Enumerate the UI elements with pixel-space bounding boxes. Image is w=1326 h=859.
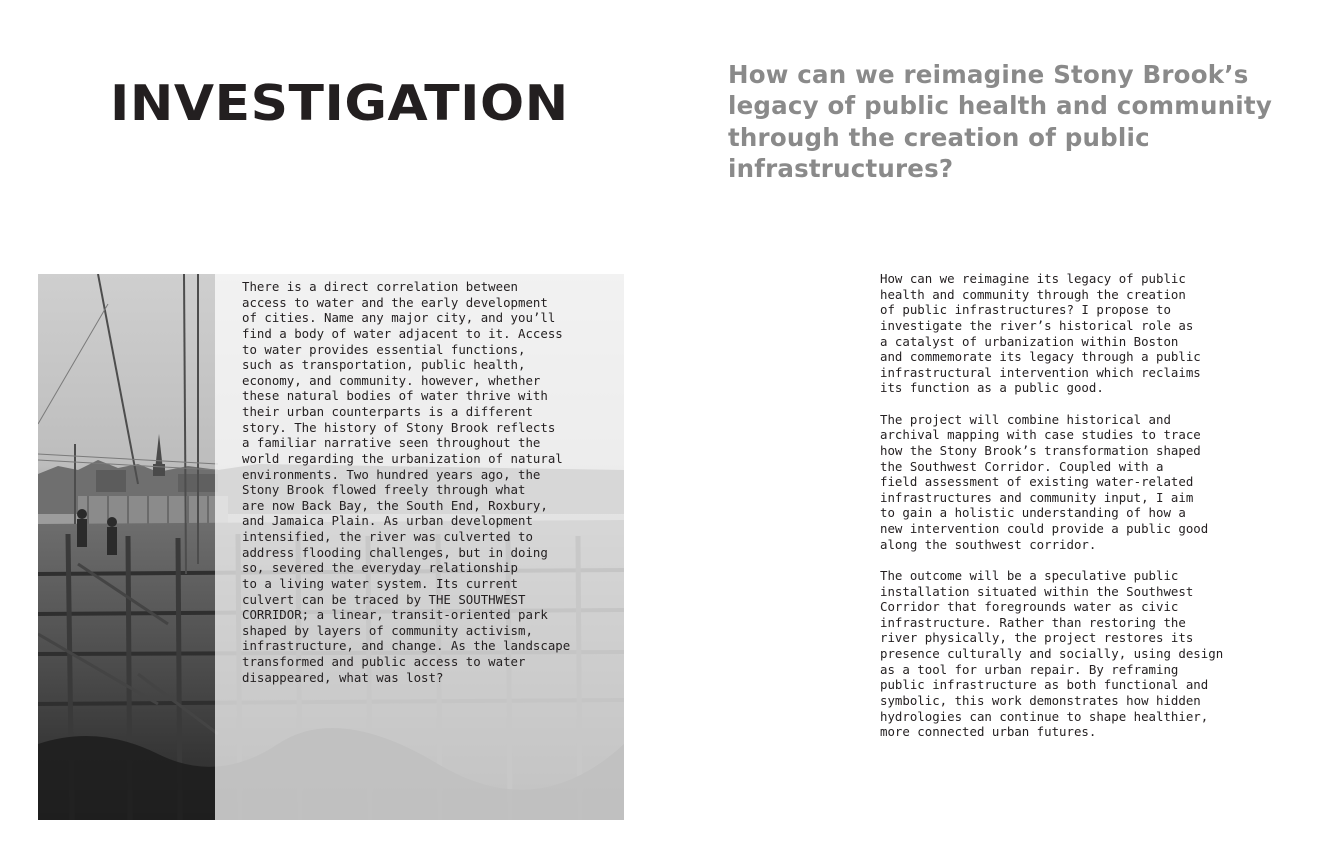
research-question: How can we reimagine Stony Brook’s legacy of public health and community through the creation of public infrastructures? bbox=[728, 60, 1272, 184]
proposal-paragraph: How can we reimagine its legacy of public health and community through the creation of public infrastructures? I propose to investigate the river’s historical role as a catalyst of urbanization within Boston and commemorate its legacy through a public infrastructural intervention which reclaims its function as a public good. bbox=[880, 271, 1201, 396]
outcome-paragraph: The outcome will be a speculative public installation situated within the Southwest Corridor that foregrounds water as civic infrastructure. Rather than restoring the river physically, the project restores its presence culturally and socially, using design as a tool for urban repair. By reframing public infrastructure as both functional and symbolic, this work demonstrates how hidden hydrologies can continue to shape healthier, more connected urban futures. bbox=[880, 567, 1224, 740]
intro-paragraph: There is a direct correlation between access to water and the early development of cities. Name any major city, and you’ll find a body of water adjacent to it. Access to water provides essential functions, such as transportation, public health, economy, and community. however, whether these natural bodies of water thrive with their urban counterparts is a different story. The history of Stony Brook reflects a familiar narrative seen throughout the world regarding the urbanization of natural environments. Two hundred years ago, the Stony Brook flowed freely through what are now Back Bay, the South End, Roxbury, and Jamaica Plain. As urban development intensified, the river was culverted to address flooding challenges, but in doing so, severed the everyday relationship to a living water system. Its current culvert can be traced by THE SOUTHWEST CORRIDOR; a linear, transit-oriented park shaped by layers of community activism, infrastructure, and change. As the landscape transformed and public access to water disappeared, what was lost? bbox=[242, 279, 571, 685]
proposal-text bbox=[880, 271, 1320, 740]
page-title: INVESTIGATION bbox=[110, 75, 569, 132]
method-paragraph: The project will combine historical and archival mapping with case studies to trace how the Stony Brook’s transformation shaped the Southwest Corridor. Coupled with a field assessment of existing water-related infrastructures and community input, I aim to gain a holistic understanding of how a new intervention could provide a public good along the southwest corridor. bbox=[880, 411, 1209, 552]
